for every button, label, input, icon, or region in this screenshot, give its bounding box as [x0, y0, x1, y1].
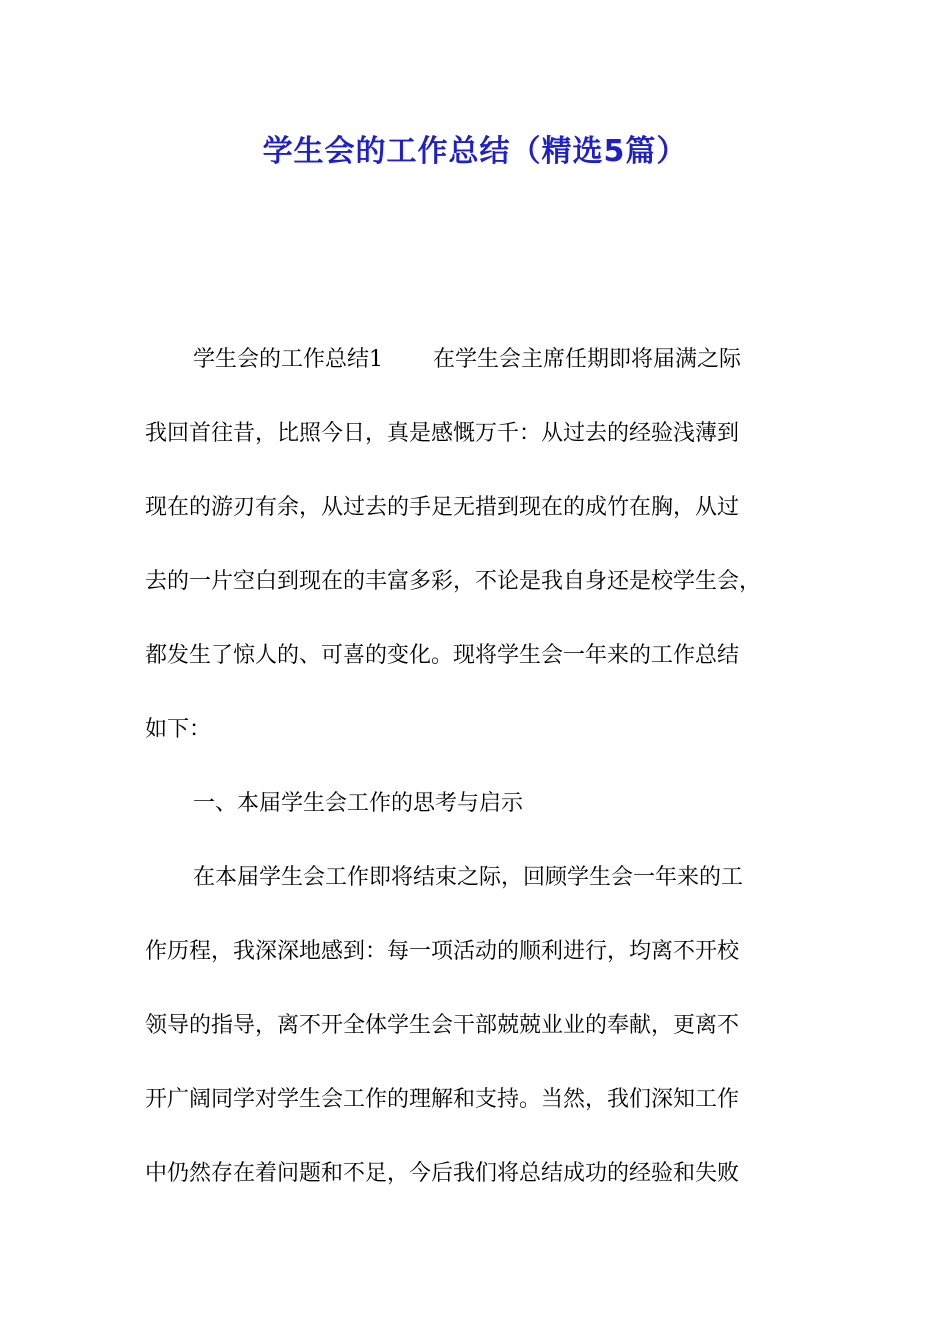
paragraph-line: 都发生了惊人的、可喜的变化。现将学生会一年来的工作总结 [145, 643, 740, 668]
paragraph-line: 作历程，我深深地感到：每一项活动的顺利进行，均离不开校 [145, 939, 740, 964]
paragraph-line: 在本届学生会工作即将结束之际，回顾学生会一年来的工 [193, 865, 744, 890]
section-heading: 一、本届学生会工作的思考与启示 [193, 791, 524, 816]
paragraph-line: 我回首往昔，比照今日，真是感慨万千：从过去的经验浅薄到 [145, 421, 740, 446]
paragraph-line: 领导的指导，离不开全体学生会干部兢兢业业的奉献，更离不 [145, 1013, 740, 1038]
document-body [145, 335, 810, 1223]
document-title: 学生会的工作总结（精选5篇） [262, 134, 688, 169]
paragraph-line: 中仍然存在着问题和不足，今后我们将总结成功的经验和失败 [145, 1161, 740, 1186]
paragraph-line: 去的一片空白到现在的丰富多彩，不论是我自身还是校学生会， [145, 569, 762, 594]
paragraph-line: 现在的游刃有余，从过去的手足无措到现在的成竹在胸，从过 [145, 495, 740, 520]
paragraph-line: 开广阔同学对学生会工作的理解和支持。当然，我们深知工作 [145, 1087, 740, 1112]
paragraph-line [145, 335, 810, 409]
paragraph-line: 如下： [145, 717, 212, 742]
section-heading-inline: 学生会的工作总结1 [193, 347, 383, 372]
paragraph-text: 在学生会主席任期即将届满之际 [433, 347, 742, 372]
